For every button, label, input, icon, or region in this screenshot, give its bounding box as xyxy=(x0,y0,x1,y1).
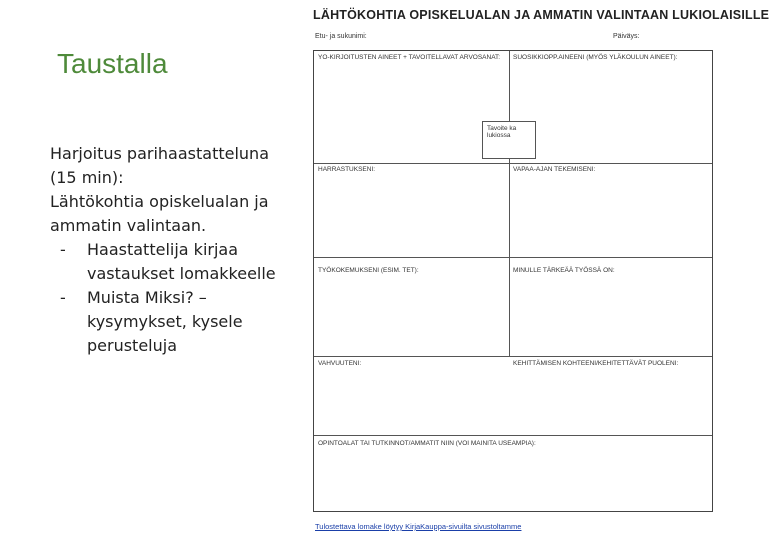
intro-line: Lähtökohtia opiskelualan ja xyxy=(50,192,269,211)
bullet-line: Muista Miksi? – xyxy=(87,288,207,307)
cell-work-experience: TYÖKOKEMUKSENI (ESIM. TET): xyxy=(318,267,419,274)
intro-line: ammatin valintaan. xyxy=(50,216,207,235)
bullet-line: kysymykset, kysele xyxy=(87,312,243,331)
intro-line: (15 min): xyxy=(50,168,124,187)
name-field-label: Etu- ja sukunimi: xyxy=(315,33,367,40)
form-divider xyxy=(509,51,510,356)
form-divider xyxy=(314,435,712,436)
bullet-item xyxy=(50,286,290,358)
cell-favorite-subjects: SUOSIKKIOPP.AINEENI (MYÖS YLÄKOULUN AINEET): xyxy=(513,54,678,61)
cell-free-time: VAPAA-AJAN TEKEMISENI: xyxy=(513,166,596,173)
form-divider xyxy=(314,257,712,258)
bullet-dash: - xyxy=(60,240,66,259)
form-grid xyxy=(313,50,713,512)
cell-important-at-work: MINULLE TÄRKEÄÄ TYÖSSÄ ON: xyxy=(513,267,615,274)
cell-development: KEHITTÄMISEN KOHTEENI/KEHITETTÄVÄT PUOLENI: xyxy=(513,360,679,367)
cell-interesting-fields: OPINTOALAT TAI TUTKINNOT/AMMATIT NIIN (VOI MAINITA USEAMPIA): xyxy=(318,440,536,447)
form-divider xyxy=(314,163,712,164)
cell-strengths: VAHVUUTENI: xyxy=(318,360,362,367)
cell-hobbies: HARRASTUKSENI: xyxy=(318,166,376,173)
bullet-dash: - xyxy=(60,288,66,307)
bullet-line: vastaukset lomakkeelle xyxy=(87,264,276,283)
form-title: LÄHTÖKOHTIA OPISKELUALAN JA AMMATIN VALINTAAN LUKIOLAISILLE xyxy=(313,8,769,22)
form-image xyxy=(313,0,769,540)
slide-title: Taustalla xyxy=(57,48,168,79)
cell-yo-subjects: YO-KIRJOITUSTEN AINEET + TAVOITELLAVAT ARVOSANAT: xyxy=(318,54,501,61)
bullet-item xyxy=(50,238,290,286)
intro-line: Harjoitus parihaastatteluna xyxy=(50,144,269,163)
body-text xyxy=(50,142,290,358)
center-target-box: Tavoite ka lukiossa xyxy=(482,121,536,159)
bullet-line: Haastattelija kirjaa xyxy=(87,240,239,259)
bullet-line: perusteluja xyxy=(87,336,178,355)
form-divider xyxy=(314,356,712,357)
footer-link[interactable]: Tulostettava lomake löytyy KirjaKauppa-sivuilta sivustoltamme xyxy=(315,522,522,531)
date-field-label: Päiväys: xyxy=(613,33,640,40)
